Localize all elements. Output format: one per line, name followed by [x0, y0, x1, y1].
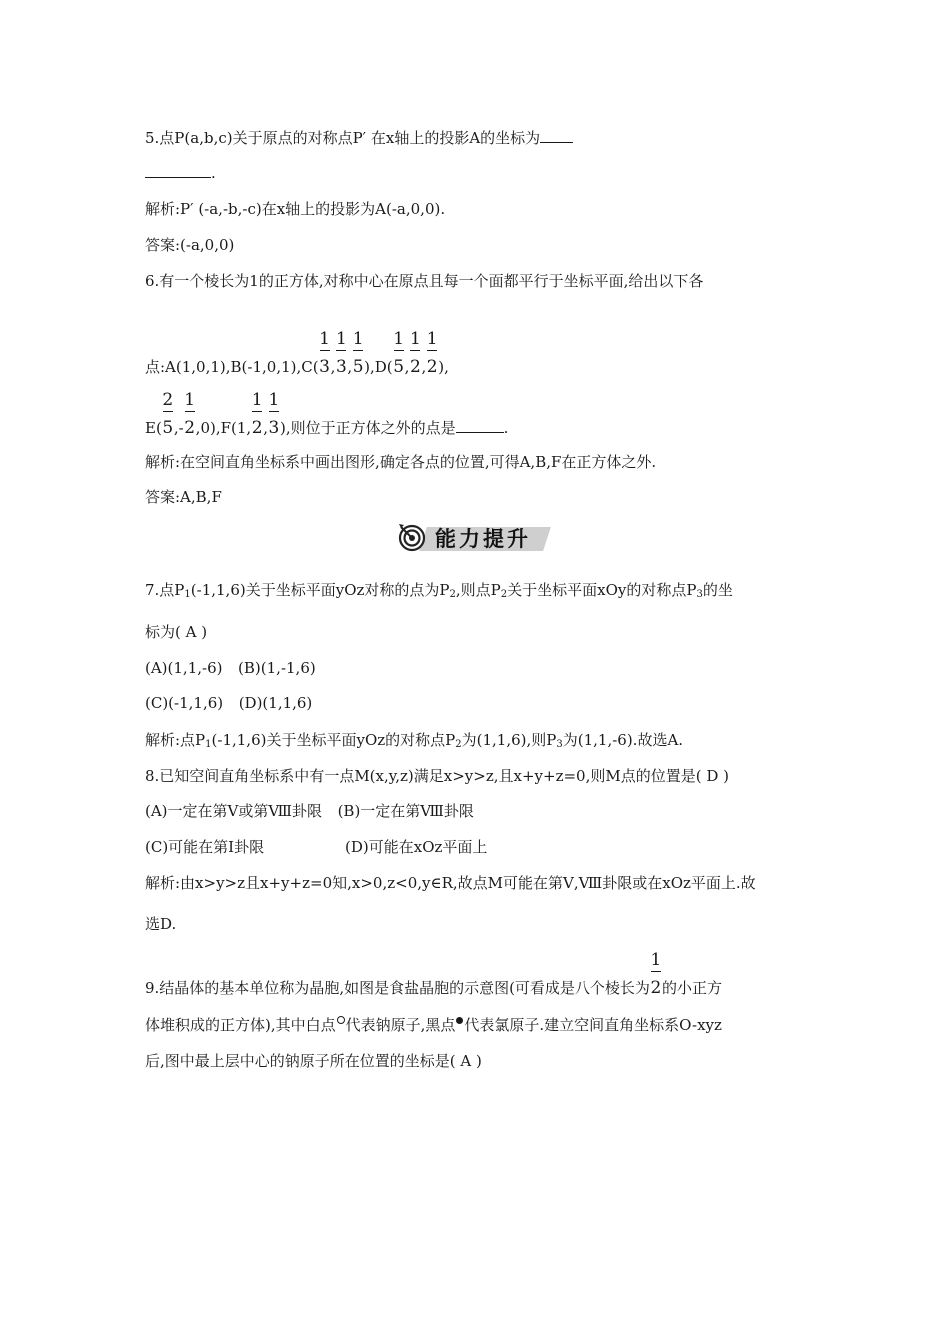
section-title: 能力提升 [435, 527, 531, 551]
q6-analysis: 解析:在空间直角坐标系中画出图形,确定各点的位置,可得A,B,F在正方体之外. [145, 453, 657, 471]
q6-points-line: 点:A(1,0,1),B(-1,0,1),C( $\frac{1}{3}$, $\frac{1}{3}$, $\frac{1}{5}),D$( $\frac{1}{5}$, $\frac{1}{2}$, $\frac{1}{2}$), [145, 329, 449, 377]
q8-options-row-1 [145, 801, 474, 821]
fraction: $\frac{1}{3}$ [335, 329, 347, 377]
fraction: $\frac{2}{5}$ [162, 390, 174, 438]
q8-analysis-cont: 选D. [145, 915, 177, 933]
fraction: $\frac{1}{5}$ [352, 329, 364, 377]
option-d: (D)(1,1,6) [238, 694, 313, 712]
q6-points-line-2: E( $\frac{2}{5},-$ $\frac{1}{2},0),F(1$, $\frac{1}{2}$, $\frac{1}{3}$),则位于正方体之外的点是 . [145, 390, 509, 438]
option-a: (A)(1,1,-6) [145, 659, 223, 677]
q8-stem: 8.已知空间直角坐标系中有一点M(x,y,z)满足x>y>z,且x+y+z=0,则M点的位置是( D ) [145, 767, 729, 785]
option-c: (C)可能在第Ⅰ卦限 [145, 838, 265, 856]
q7-options-row-1 [145, 658, 316, 678]
option-b: (B)(1,-1,6) [238, 659, 316, 677]
q9-stem: 9.结晶体的基本单位称为晶胞,如图是食盐晶胞的示意图(可看成是八个棱长为 $\frac{1}{2}$的小正方 [145, 950, 722, 998]
q5-stem: 5.点P(a,b,c)关于原点的对称点P′ 在x轴上的投影A的坐标为 [145, 128, 573, 148]
q8-analysis: 解析:由x>y>z且x+y+z=0知,x>0,z<0,y∈R,故点M可能在第Ⅴ,Ⅷ卦限或在xOz平面上.故 [145, 874, 756, 892]
q5-stem-cont: . [145, 163, 216, 183]
q5-analysis: 解析:P′ (-a,-b,-c)在x轴上的投影为A(-a,0,0). [145, 200, 446, 218]
q7-stem: 7.点$P_1(-1,1,6)$关于坐标平面yOz对称的点为$P_2$,则点$P_2$关于坐标平面xOy的对称点$P_3$的坐 [145, 581, 733, 600]
option-d: (D)可能在xOz平面上 [345, 838, 488, 856]
target-icon [397, 521, 429, 553]
q9-stem-cont: 体堆积成的正方体),其中白点 代表钠原子,黑点 代表氯原子.建立空间直角坐标系O-xyz [145, 1016, 722, 1034]
section-banner [397, 519, 547, 553]
option-c: (C)(-1,1,6) [145, 694, 224, 712]
fraction: $\frac{1}{2}$ [650, 950, 662, 998]
answer-blank [456, 418, 504, 433]
fraction: $\frac{1}{2}$ [184, 390, 196, 438]
option-a: (A)一定在第Ⅴ或第Ⅷ卦限 [145, 802, 322, 820]
white-dot-icon [337, 1016, 345, 1024]
q7-options-row-2 [145, 693, 312, 713]
answer-blank [145, 163, 211, 178]
q6-stem: 6.有一个棱长为1的正方体,对称中心在原点且每一个面都平行于坐标平面,给出以下各 [145, 272, 704, 290]
black-dot-icon [456, 1017, 463, 1024]
q7-stem-cont: 标为( A ) [145, 623, 208, 641]
answer-blank [540, 128, 573, 143]
fraction: $\frac{1}{3}$ [268, 390, 280, 438]
q9-stem-cont-2: 后,图中最上层中心的钠原子所在位置的坐标是( A ) [145, 1052, 482, 1070]
fraction: $\frac{1}{2}$ [426, 329, 438, 377]
q6-answer: 答案:A,B,F [145, 488, 222, 506]
q7-analysis: 解析:点$P_1(-1,1,6)$关于坐标平面yOz的对称点$P_2$为(1,1,6),则$P_3$为(1,1,-6).故选A. [145, 731, 684, 750]
fraction: $\frac{1}{5}$ [393, 329, 405, 377]
fraction: $\frac{1}{3}$ [319, 329, 330, 377]
option-b: (B)一定在第Ⅷ卦限 [337, 802, 474, 820]
fraction: $\frac{1}{2}$ [251, 390, 263, 438]
q5-answer: 答案:(-a,0,0) [145, 236, 235, 254]
q8-options-row-2 [145, 837, 487, 857]
fraction: $\frac{1}{2}$ [410, 329, 421, 377]
